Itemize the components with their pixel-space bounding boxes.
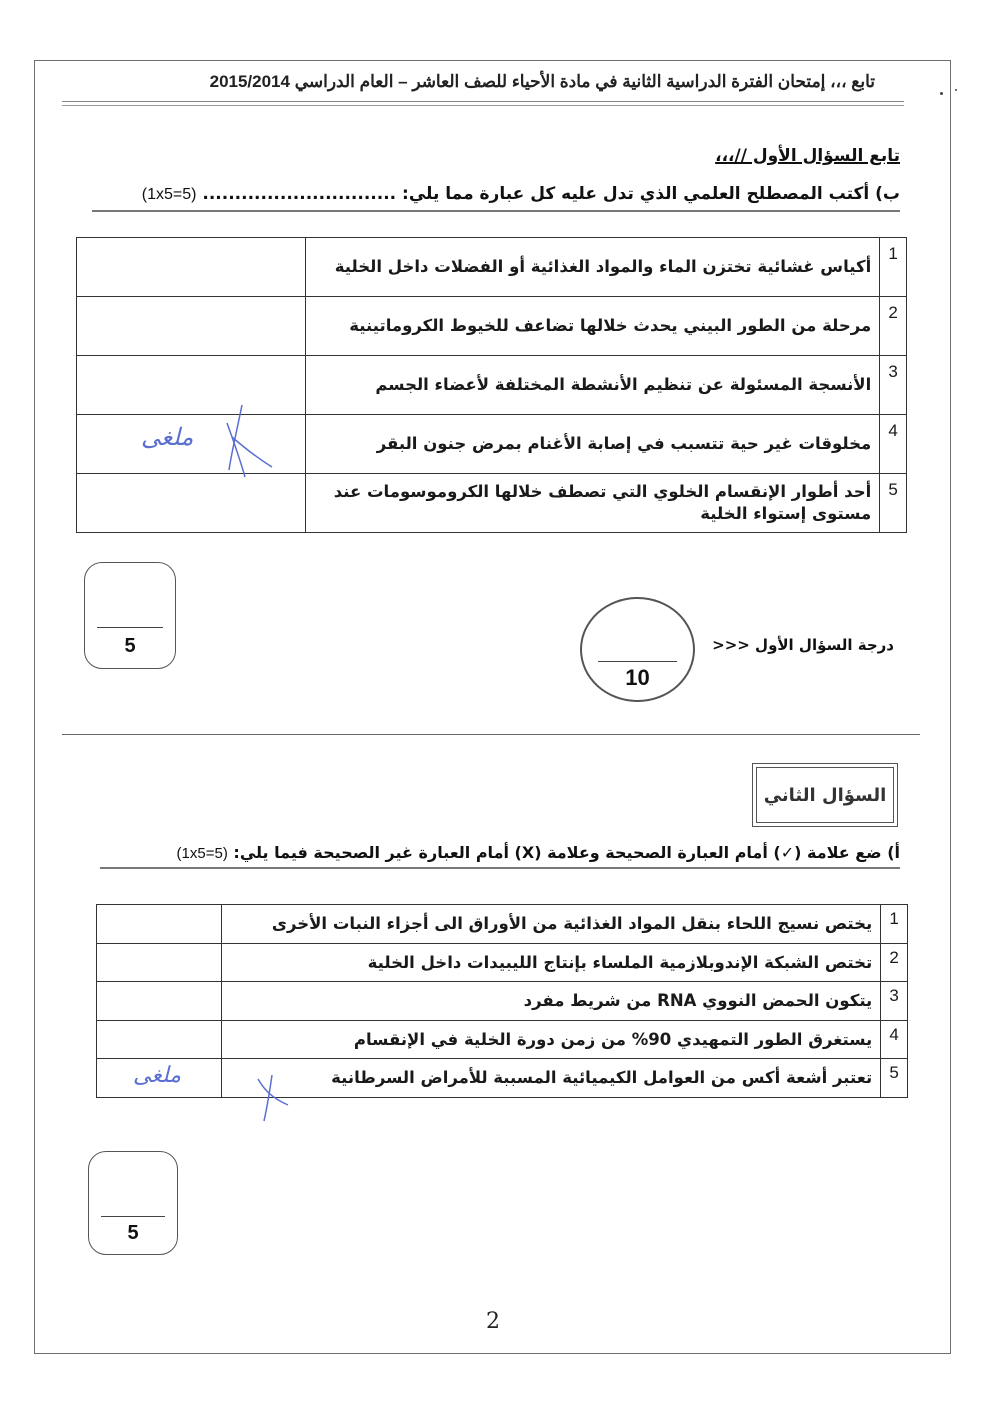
handwritten-void-note: ملغى [141,423,194,451]
table-row [97,982,908,1021]
instruction-text: ب) أكتب المصطلح العلمي الذي تدل عليه كل عبارة مما يلي: .............................. [202,184,900,204]
row-statement: مخلوقات غير حية تتسبب في إصابة الأغنام بمرض جنون البقر [305,415,880,474]
row-number: 5 [880,474,907,533]
marks-label: (5=1x5) [141,186,197,203]
section-divider [62,734,920,735]
marks-label: (5=1x5) [176,845,228,862]
row-number: 2 [881,943,908,982]
row-number: 4 [880,415,907,474]
table-row [77,474,907,533]
row-number: 4 [881,1020,908,1059]
handwritten-void-note: ملغى [133,1063,182,1088]
row-statement: يختص نسيج اللحاء بنقل المواد الغذائية من الأوراق الى أجزاء النبات الأخرى [222,905,881,944]
question1-continued-title: تابع السؤال الأول //،،، [715,146,900,166]
table-row [77,415,907,474]
question1-part-b-instruction [92,184,900,212]
answer-cell[interactable] [77,356,306,415]
row-number: 1 [881,905,908,944]
row-statement: تعتبر أشعة أكس من العوامل الكيميائية المسببة للأمراض السرطانية [222,1059,881,1098]
row-number: 3 [880,356,907,415]
answer-cell[interactable] [97,982,222,1021]
question2-heading-box [752,763,898,827]
row-number: 1 [880,238,907,297]
table-row [77,297,907,356]
score-fraction-line [97,627,163,628]
question1-terms-table [76,237,907,533]
answer-cell[interactable] [77,297,306,356]
part-b-score-box [84,562,176,669]
score-fraction-line [101,1216,165,1217]
exam-header-title: تابع ،،، إمتحان الفترة الدراسية الثانية في مادة الأحياء للصف العاشر – العام الدراسي 2015/2014 [209,72,875,91]
score-fraction-line [598,661,677,662]
row-number: 3 [881,982,908,1021]
answer-cell[interactable] [97,905,222,944]
score-total: 5 [127,1222,139,1244]
answer-cell[interactable] [97,943,222,982]
part-a-score-box [88,1151,178,1255]
scan-speck [940,92,943,95]
question1-score-label: درجة السؤال الأول <<< [712,636,894,654]
question2-heading: السؤال الثاني [756,767,894,823]
table-row [77,238,907,297]
table-row [97,943,908,982]
question2-part-a-instruction [100,843,900,869]
answer-cell[interactable] [77,474,306,533]
question1-score-circle [580,597,695,702]
score-total: 5 [124,635,136,657]
score-total: 10 [625,665,650,690]
row-statement: يستغرق الطور التمهيدي 90% من زمن دورة الخلية في الإنقسام [222,1020,881,1059]
question2-true-false-table [96,904,908,1098]
scan-speck [955,89,957,91]
page-number: 2 [486,1309,500,1334]
answer-cell[interactable] [97,1020,222,1059]
row-number: 5 [881,1059,908,1098]
table-row [97,905,908,944]
row-number: 2 [880,297,907,356]
table-row [97,1059,908,1098]
answer-cell[interactable] [77,238,306,297]
instruction-text: أ) ضع علامة (✓) أمام العبارة الصحيحة وعلامة (X) أمام العبارة غير الصحيحة فيما يلي: [233,843,900,862]
row-statement: أكياس غشائية تختزن الماء والمواد الغذائية أو الفضلات داخل الخلية [305,238,880,297]
table-row [77,356,907,415]
table-row [97,1020,908,1059]
row-statement: أحد أطوار الإنقسام الخلوي التي تصطف خلالها الكروموسومات عند مستوى إستواء الخلية [305,474,880,533]
row-statement: تختص الشبكة الإندوبلازمية الملساء بإنتاج الليبيدات داخل الخلية [222,943,881,982]
row-statement: يتكون الحمض النووي RNA من شريط مفرد [222,982,881,1021]
answer-cell[interactable] [97,1059,222,1098]
row-statement: مرحلة من الطور البيني يحدث خلالها تضاعف للخيوط الكروماتينية [305,297,880,356]
answer-cell[interactable] [77,415,306,474]
row-statement: الأنسجة المسئولة عن تنظيم الأنشطة المختلفة لأعضاء الجسم [305,356,880,415]
handwritten-cross-icon [250,1075,310,1125]
header-divider [62,101,904,106]
